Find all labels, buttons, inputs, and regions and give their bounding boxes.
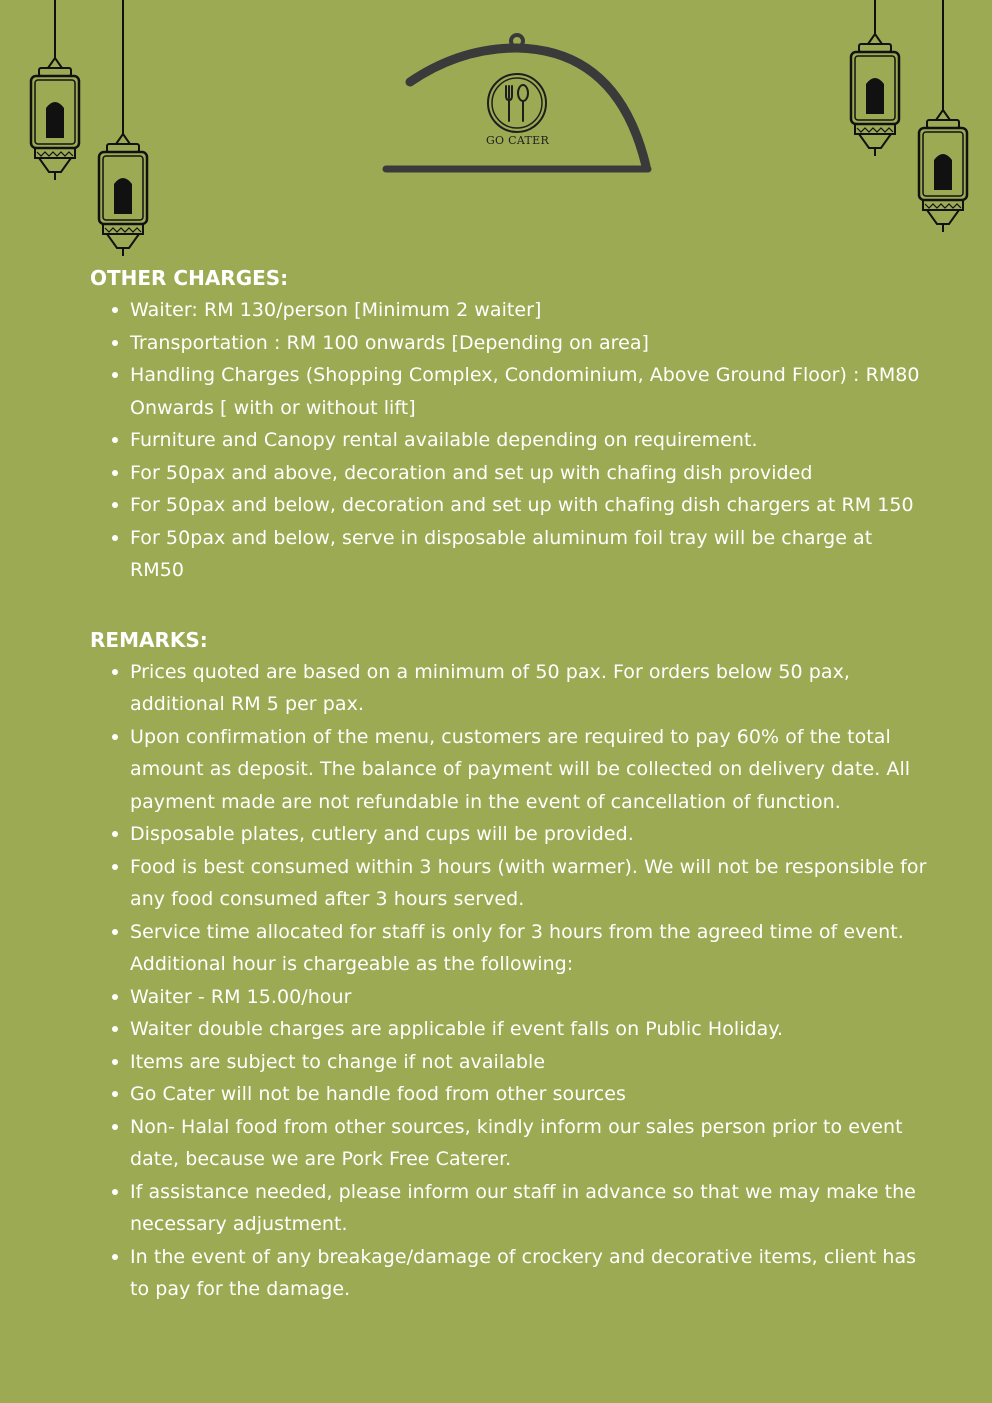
list-item: If assistance needed, please inform our staff in advance so that we may make the necessary adjustment.: [130, 1176, 930, 1241]
lantern-icon: [96, 0, 152, 260]
lantern-icon: [848, 0, 904, 160]
list-item: Upon confirmation of the menu, customers are required to pay 60% of the total amount as deposit. The balance of payment will be collected on delivery date. All payment made are not refundable in the event of cancellation of function.: [130, 721, 930, 819]
list-item: Transportation : RM 100 onwards [Depending on area]: [130, 327, 930, 360]
list-item: Prices quoted are based on a minimum of 50 pax. For orders below 50 pax, additional RM 5 per pax.: [130, 656, 930, 721]
list-item: Items are subject to change if not available: [130, 1046, 930, 1079]
list-item: Waiter: RM 130/person [Minimum 2 waiter]: [130, 294, 930, 327]
logo-brand-text: GO CATER: [485, 134, 550, 147]
logo: [380, 30, 655, 180]
list-item: Disposable plates, cutlery and cups will be provided.: [130, 818, 930, 851]
list-item: Go Cater will not be handle food from other sources: [130, 1078, 930, 1111]
fork-spoon-icon: [485, 71, 549, 135]
remarks-title: REMARKS:: [90, 627, 208, 652]
list-item: Waiter - RM 15.00/hour: [130, 981, 930, 1014]
other-charges-title: OTHER CHARGES:: [90, 266, 289, 290]
list-item: In the event of any breakage/damage of crockery and decorative items, client has to pay for the damage.: [130, 1241, 930, 1306]
list-item: For 50pax and below, serve in disposable aluminum foil tray will be charge at RM50: [130, 522, 930, 587]
list-item: Waiter double charges are applicable if event falls on Public Holiday.: [130, 1013, 930, 1046]
remarks-list: [90, 656, 930, 1306]
list-item: Service time allocated for staff is only for 3 hours from the agreed time of event. Additional hour is chargeable as the following:: [130, 916, 930, 981]
lantern-icon: [916, 0, 972, 236]
list-item: Non- Halal food from other sources, kindly inform our sales person prior to event date, because we are Pork Free Caterer.: [130, 1111, 930, 1176]
list-item: Handling Charges (Shopping Complex, Condominium, Above Ground Floor) : RM80 Onwards [ with or without lift]: [130, 359, 930, 424]
other-charges-list: [90, 294, 930, 587]
lantern-icon: [28, 0, 84, 185]
list-item: For 50pax and above, decoration and set up with chafing dish provided: [130, 457, 930, 490]
list-item: Food is best consumed within 3 hours (with warmer). We will not be responsible for any food consumed after 3 hours served.: [130, 851, 930, 916]
charges-document: [90, 262, 930, 1306]
list-item: Furniture and Canopy rental available depending on requirement.: [130, 424, 930, 457]
list-item: For 50pax and below, decoration and set up with chafing dish chargers at RM 150: [130, 489, 930, 522]
